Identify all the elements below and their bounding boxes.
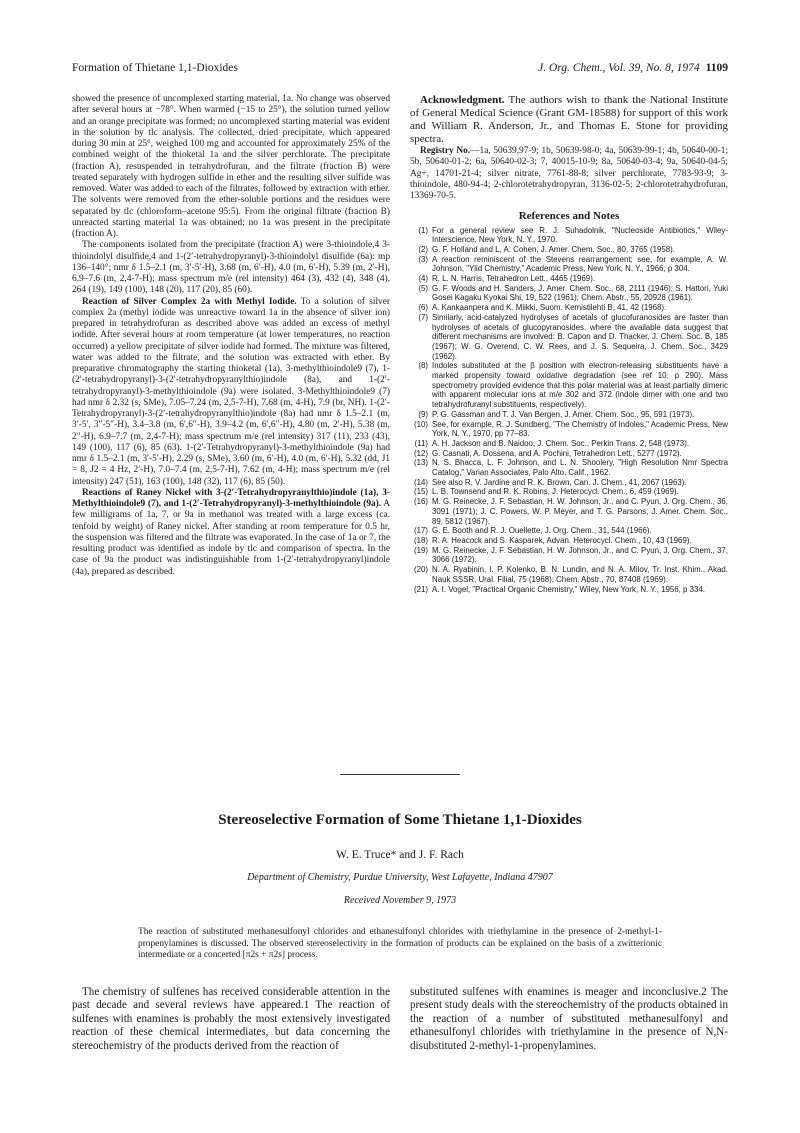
article-title: Stereoselective Formation of Some Thietane 1,1-Dioxides: [218, 812, 582, 828]
reference-text: See, for example, R. J. Sundberg, "The Chemistry of Indoles," Academic Press, New York, N. Y., 1970, pp 77–83.: [432, 419, 728, 439]
running-header: [72, 62, 728, 78]
reference-item: [410, 585, 728, 595]
reference-item: [410, 546, 728, 565]
reference-text: R. A. Heacock and S. Kasparek, Advan. Heterocycl. Chem., 10, 43 (1969).: [432, 536, 692, 545]
registry-heading: Registry No.: [420, 146, 471, 156]
reference-number: (18): [413, 536, 428, 545]
reference-number: (6): [418, 303, 428, 313]
reference-item: [410, 449, 728, 459]
intro-paragraph-left: The chemistry of sulfenes has received considerable attention in the past decade and several reviews have appeared.1 The reaction of sulfenes with enamines is probably the most extensively investigated reaction of these chemical intermediates, but data concerning the stereochemistry of the products derived from the reaction of: [72, 986, 390, 1052]
reference-text: See also R. V. Jardine and R. K. Brown, Can. J. Chem., 41, 2067 (1963).: [432, 477, 687, 487]
reference-number: (21): [413, 584, 428, 594]
reference-text: Indoles substituted at the β position with electron-releasing substituents have a marked propensity toward oxidative degradation (see ref 10, p 290). Mass spectrometry provided evidence that this polar material was at least partially dimeric with apparent molecular ions at m/e 302 and 372 (indole dimer with one and two tetrahydrofuranyl substituents, respectively).: [432, 361, 728, 410]
reference-number: (5): [418, 283, 428, 293]
reference-text: A reaction reminiscent of the Stevens rearrangement; see, for example, A. W. Johnson, "Ylid Chemistry," Academic Press, New York, N. Y., 1966, p 304.: [432, 254, 728, 274]
article-body-right: [410, 986, 728, 1053]
reference-item: [410, 526, 728, 536]
article-body-left: [72, 986, 390, 1053]
reference-item: [410, 420, 728, 439]
paragraph-precipitate: showed the presence of uncomplexed starting material, 1a. No change was observed after several hours at −78°. When warmed (−15 to 25°), the solution turned yellow and an orange precipitate was formed; no uncomplexed starting material was evident in the solution by tlc analysis. The collected, dried precipitate, which appeared during 30 min at 25°, weighed 100 mg and accounted for approximately 25% of the combined weight of the thioketal 1a and the silver perchlorate. The precipitate (fraction A), resuspended in tetrahydrofuran, and the filtrate (fraction B) were treated separately with hydrogen sulfide in ether and the resulting silver sulfide was removed. Water was added to each of the filtrates, followed by extraction with ether. The solvents were removed from the ether-soluble portions and the residues were separated by tlc (chloroform–acetone 95:5). From the original filtrate (fraction B) unreacted starting material 1a was obtained; no 1a was present in the precipitate (fraction A).: [72, 94, 390, 239]
paragraph-components: The components isolated from the precipitate (fraction A) were 3-thioindole,4 3-thioindolyl disulfide,4 and 1-(2′-tetrahydropyranyl)-3-thioindolyl disulfide (6a): mp 136–140°; nmr δ 1.5–2.1 (m, 3′-5′-H), 3.68 (m, 6′-H), 4.0 (m, 6′-H), 5.39 (m, 2′-H), 6.9–7.6 (m, 2,4-7-H); mass spectrum m/e (rel intensity) 464 (3), 432 (4), 348 (4), 264 (19), 149 (100), 148 (20), 117 (20), 85 (60).: [72, 240, 390, 296]
reference-item: [410, 410, 728, 420]
journal-name: J. Org. Chem., Vol. 39, No. 8, 1974: [538, 62, 700, 74]
reference-number: (19): [413, 545, 428, 555]
reference-item: [410, 255, 728, 274]
article-affiliation: Department of Chemistry, Purdue University, West Lafayette, Indiana 47907: [247, 872, 553, 883]
reference-number: (14): [413, 477, 428, 487]
acknowledgment: [410, 94, 728, 146]
reference-text: A. H. Jackson and B. Naidoo, J. Chem. Soc., Perkin Trans. 2, 548 (1973).: [432, 438, 690, 448]
received-date: Received November 9, 1973: [343, 895, 457, 906]
reference-number: (4): [418, 274, 428, 284]
reference-text: G. Casnati, A. Dossena, and A. Pochini, Tetrahedron Lett., 5277 (1972).: [432, 448, 682, 458]
references-list: [410, 226, 728, 595]
reference-text: M. G. Reinecke, J. F. Sebastian, H. W. Johnson, Jr., and C. Pyun, J. Org. Chem., 36, 3091 (1971); J. C. Powers, W. P. Meyer, and T. G. Parsons, J. Amer. Chem. Soc., 89, 5812 (1967).: [432, 497, 728, 526]
acknowledgment-text: The authors wish to thank the National Institute of General Medical Science (Grant GM-18588) for support of this work and William R. Anderson, Jr., and Thomas E. Stone for providing spectra.: [410, 94, 728, 145]
section-text-raney-nickel: A few milligrams of 1a, 7, or 9a in methanol was treated with a large excess (ca. tenfold by weight) of Raney nickel. After standing at room temperature for 0.5 hr, the suspension was filtered and the filtrate was evaporated. In the case of 1a or 7, the resulting product was identified as indole by tlc and comparison of spectra. In the case of 9a the product was indistinguishable from 1-(2′-tetrahydropyranyl)indole (4a), prepared as described.: [72, 499, 390, 577]
reference-number: (1): [418, 225, 428, 235]
intro-paragraph-right: substituted sulfenes with enamines is meager and inconclusive.2 The present study deals with the stereochemistry of the products obtained in the reaction of a number of substituted methanesulfonyl and ethanesulfonyl chlorides with triethylamine in the presence of N,N-disubstituted 2-methyl-1-propenylamines.: [410, 986, 728, 1052]
reference-text: N. A. Ryabinin, I. P. Kolenko, B. N. Lundin, and N. A. Milov, Tr. Inst. Khim., Akad. Nauk SSSR, Ural. Filial, 75 (1968); Chem. Abstr., 70, 87408 (1969).: [432, 565, 728, 584]
journal-citation: [538, 62, 728, 74]
registry-text: —1a, 50639,97-9; 1b, 50639-98-0; 4a, 50639-99-1; 4b, 50640-00-1; 5b, 50640-01-2; 6a, 50640-02-3; 7, 40015-10-9; 8a, 50640-03-4; 9a, 50640-04-5; Ag+, 14701-21-4; silver nitrate, 7761-88-8; silver perchlorate, 7783-93-9; 3-thioindole, 480-94-4; 2-chlorotetrahydropyran, 3136-02-5; 2-chlorotetrahydrofuran, 13369-70-5.: [410, 146, 728, 201]
reference-number: (12): [413, 448, 428, 458]
reference-number: (15): [413, 487, 428, 497]
reference-number: (7): [418, 312, 428, 322]
registry-numbers: [410, 146, 728, 202]
reference-text: L. B. Townsend and R. K. Robins, J. Heterocycl. Chem., 6, 459 (1969).: [432, 487, 679, 497]
abstract: The reaction of substituted methanesulfonyl chlorides and ethanesulfonyl chlorides with triethylamine in the presence of 2-methyl-1-propenylamines is discussed. The observed stereoselectivity in the formation of products can be explained on the basis of a zwitterionic intermediate or a concerted [π2s + π2s] process.: [138, 927, 662, 961]
reference-item: [410, 487, 728, 497]
left-column: [72, 94, 390, 578]
reference-item: [410, 458, 728, 477]
reference-text: R. L. N. Harris, Tetrahedron Lett., 4465 (1969).: [432, 274, 596, 284]
section-divider: [340, 774, 460, 775]
reference-number: (8): [418, 361, 428, 371]
paragraph-raney-nickel: [72, 488, 390, 578]
reference-item: [410, 439, 728, 449]
reference-number: (9): [418, 409, 428, 419]
references-heading: References and Notes: [518, 210, 620, 223]
reference-text: G. E. Booth and R. J. Ouellette, J. Org. Chem., 31, 544 (1966).: [432, 526, 652, 536]
reference-item: [410, 497, 728, 526]
section-text-methyl-iodide: To a solution of silver complex 2a (methyl iodide was unreactive toward 1a in the absence of silver ion) prepared in tetrahydrofuran as described above was added an excess of methyl iodide. After several hours at room temperature (at lower temperatures, no reaction occurred) a yellow precipitate of silver iodide had formed. The mixture was filtered, water was added to the filtrate, and the solution was extracted with ether. By preparative chromatography the starting thioketal (1a), 3-methylthioindole9 (7), 1-(2′-tetrahydropyranyl)-3-(2′-tetrahydropyranylthio)indole (8a), and 1-(2′-tetrahydropyranyl)-3-methylthioindole (9a) were isolated. 3-Methylthioindole9 (7) had nmr δ 2.32 (s, SMe), 7.05–7.24 (m, 2,5-7-H), 7.68 (m, 4-H), 7.9 (br, NH). 1-(2′-Tetrahydropyranyl)-3-(2′-tetrahydropyranylthio)indole (8a) had nmr δ 1.5–2.1 (m, 3′-5′, 3″-5″-H), 3.4–3.8 (m, 6′,6″-H), 3.9–4.2 (m, 6′,6″-H), 4.80 (m, 2′-H), 5.38 (m, 2″-H), 6.9–7.7 (m, 2,4-7-H); mass spectrum m/e (rel intensity) 317 (11), 233 (43), 149 (100), 117 (6), 85 (63). 1-(2′-Tetrahydropyranyl)-3-methylthioindole (9a) had nmr δ 1.5–2.1 (m, 3′-5′-H), 2.29 (s, SMe), 3.60 (m, 6′-H), 4.0 (m, 6′-H), 5.32 (dd, J1 = 8, J2 = 4 Hz, 2′-H), 7.0–7.4 (m, 2,5-7-H), 7.62 (m, 4-H); mass spectrum m/e (rel intensity) 247 (51), 163 (100), 148 (32), 117 (6), 85 (50).: [72, 296, 390, 487]
right-column: [410, 94, 728, 594]
reference-text: A. Kankaanpera and K. Miikki, Suom. Kemistilehti B, 41, 42 (1968).: [432, 303, 667, 313]
running-title: Formation of Thietane 1,1-Dioxides: [72, 62, 238, 74]
paragraph-methyl-iodide: [72, 297, 390, 488]
reference-text: G. F. Woods and H. Sanders, J. Amer. Chem. Soc., 68, 2111 (1946); S. Hattori, Yuki Gosei Kagaku Kyokai Shi, 19, 522 (1961); Chem. Abstr., 55, 20928 (1961).: [432, 283, 728, 303]
reference-item: [410, 361, 728, 410]
reference-text: M. G. Reinecke, J. F. Sebastian, H. W. Johnson, Jr., and C. Pyun, J. Org. Chem., 37, 3066 (1972).: [432, 545, 728, 565]
section-heading-methyl-iodide: Reaction of Silver Complex 2a with Methyl Iodide.: [82, 296, 297, 307]
reference-item: [410, 565, 728, 584]
reference-item: [410, 274, 728, 284]
reference-number: (10): [413, 419, 428, 429]
acknowledgment-heading: Acknowledgment.: [420, 94, 505, 106]
reference-item: [410, 284, 728, 303]
reference-text: A. I. Vogel, "Practical Organic Chemistry," Wiley, New York, N. Y., 1956, p 334.: [432, 584, 705, 594]
reference-number: (2): [418, 244, 428, 254]
reference-item: [410, 313, 728, 362]
page-number: 1109: [705, 62, 728, 74]
article-authors: W. E. Truce* and J. F. Rach: [336, 849, 464, 861]
reference-item: [410, 226, 728, 245]
reference-number: (13): [413, 458, 428, 468]
reference-item: [410, 536, 728, 546]
reference-number: (20): [413, 565, 428, 575]
reference-number: (17): [413, 526, 428, 536]
reference-text: Similarly, acid-catalyzed hydrolyses of acetals of glucofuranosides are faster than hydrolyses of acetals of glucopyranosides, where the available data suggest that different mechanisms are involved: B. Capon and D. Thacker, J. Chem. Soc. B, 185 (1967); W. G. Overend, C. W. Rees, and J. S. Sequeira, J. Chem. Soc., 3429 (1962).: [432, 312, 728, 361]
reference-text: N. S. Bhacca, L. F. Johnson, and L. N. Shoolery, "High Resolution Nmr Spectra Catalog," Varian Associates, Palo Alto, Calif., 1962.: [432, 458, 728, 478]
reference-item: [410, 478, 728, 488]
reference-text: G. F. Holland and L. A. Cohen, J. Amer. Chem. Soc., 80, 3765 (1958).: [432, 244, 675, 254]
reference-number: (3): [418, 254, 428, 264]
reference-item: [410, 245, 728, 255]
reference-text: P. G. Gassman and T. J. Van Bergen, J. Amer. Chem. Soc., 95, 591 (1973).: [432, 409, 695, 419]
reference-text: For a general review see R. J. Suhadolnik, "Nucleoside Antibiotics," Wiley-Interscience, New York, N. Y., 1970.: [432, 225, 728, 245]
reference-number: (11): [414, 438, 428, 448]
reference-number: (16): [413, 497, 428, 507]
reference-item: [410, 303, 728, 313]
section-heading-raney-nickel: Reactions of Raney Nickel with 3-(2′-Tetrahydropyranylthio)indole (1a), 3-Methylthioindole9 (7), and 1-(2′-Tetrahydropyranyl)-3-methylthioindole (9a).: [72, 487, 390, 509]
